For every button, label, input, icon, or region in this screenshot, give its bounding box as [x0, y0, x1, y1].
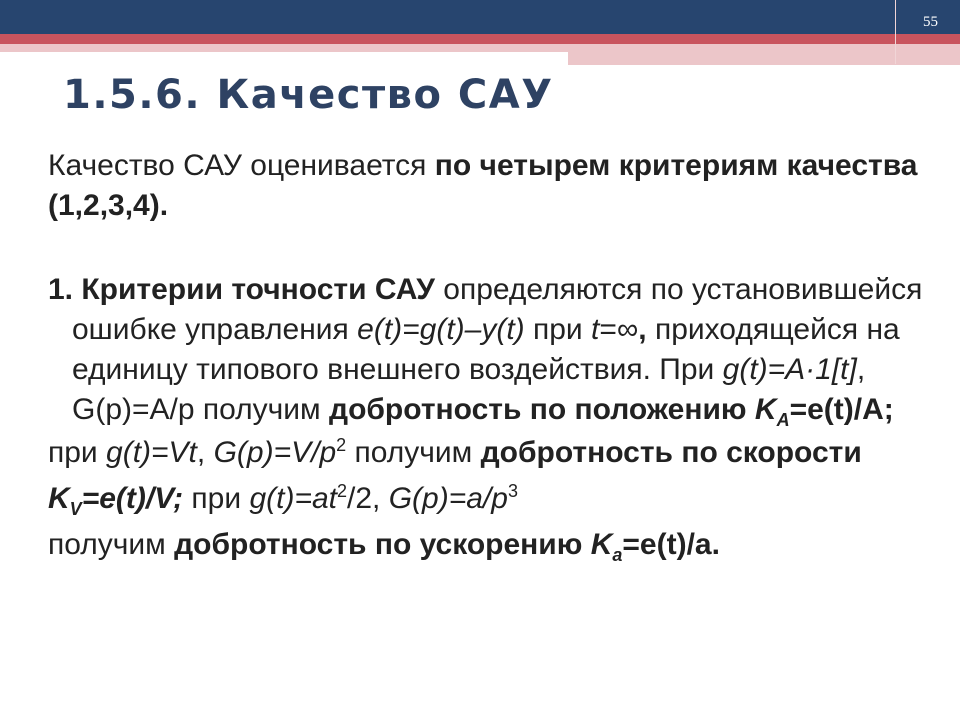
velocity-error-paragraph: при g(t)=Vt, $G(p)=V/p^2$ получим добротность по скорости $K_V=e(t)/V$; при $g(t)=at^2/2$, $G(p)=a/p^3$	[48, 435, 862, 519]
slide-title: 1.5.6. Качество САУ	[63, 72, 554, 118]
slide-number: 55	[923, 14, 938, 30]
criterion-1-paragraph: 1. Критерии точности САУ определяются по установившейся ошибке управления e(t)=g(t)–y(t) при t=∞, приходящейся на единицу типового внешнего воздействия. При g(t)=A·1[t], G(p)=A/p получим добротность по положению $K_A=e(t)/A$;	[48, 273, 923, 430]
slide-body	[48, 146, 948, 568]
slide-number-divider	[895, 0, 896, 64]
acceleration-error-paragraph: получим добротность по ускорению $K_a=e(t)/a$.	[48, 528, 720, 565]
header-band-navy	[0, 0, 960, 34]
paragraph-spacer	[48, 226, 948, 270]
header-tab-pink	[568, 44, 960, 65]
header-band-red	[0, 34, 960, 44]
intro-paragraph: Качество САУ оценивается по четырем критериям качества (1,2,3,4).	[48, 149, 918, 222]
